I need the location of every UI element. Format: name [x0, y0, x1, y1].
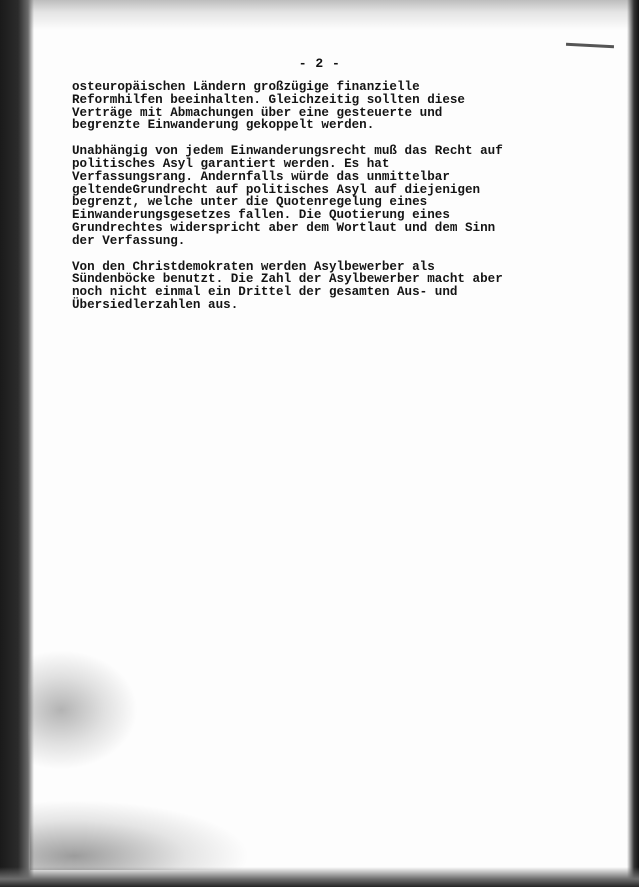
scan-edge-top: [0, 0, 639, 30]
text-line: Sündenböcke benutzt. Die Zahl der Asylbewerber macht aber: [72, 272, 503, 287]
paragraph-3: [72, 261, 512, 312]
document-body: [72, 81, 512, 325]
scan-edge-bottom: [0, 867, 639, 887]
text-line: Unabhängig von jedem Einwanderungsrecht muß das Recht auf: [72, 144, 503, 159]
page-number: - 2 -: [298, 56, 341, 71]
text-line: noch nicht einmal ein Drittel der gesamten Aus- und: [72, 285, 458, 300]
text-line: der Verfassung.: [72, 233, 186, 248]
paragraph-1: [72, 81, 512, 132]
text-line: Einwanderungsgesetzes fallen. Die Quotierung eines: [72, 208, 450, 223]
scan-mark: [566, 43, 614, 49]
scan-edge-right: [627, 0, 639, 887]
text-line: geltendeGrundrecht auf politisches Asyl auf diejenigen: [72, 182, 481, 197]
scan-smudge: [28, 650, 138, 770]
text-line: begrenzte Einwanderung gekoppelt werden.: [72, 118, 375, 133]
text-line: osteuropäischen Ländern großzügige finanzielle: [72, 80, 420, 94]
text-line: Verfassungsrang. Andernfalls würde das unmittelbar: [72, 169, 450, 184]
text-line: Verträge mit Abmachungen über eine gesteuerte und: [72, 105, 443, 120]
paragraph-2: [72, 145, 512, 247]
text-line: Von den Christdemokraten werden Asylbewerber als: [72, 259, 435, 274]
text-line: politisches Asyl garantiert werden. Es hat: [72, 156, 390, 171]
text-line: Übersiedlerzahlen aus.: [72, 297, 239, 312]
text-line: Reformhilfen beeinhalten. Gleichzeitig sollten diese: [72, 92, 465, 107]
scan-smudge-bottom: [30, 800, 250, 870]
text-line: begrenzt, welche unter die Quotenregelung eines: [72, 195, 428, 210]
text-line: Grundrechtes widerspricht aber dem Wortlaut und dem Sinn: [72, 220, 496, 235]
